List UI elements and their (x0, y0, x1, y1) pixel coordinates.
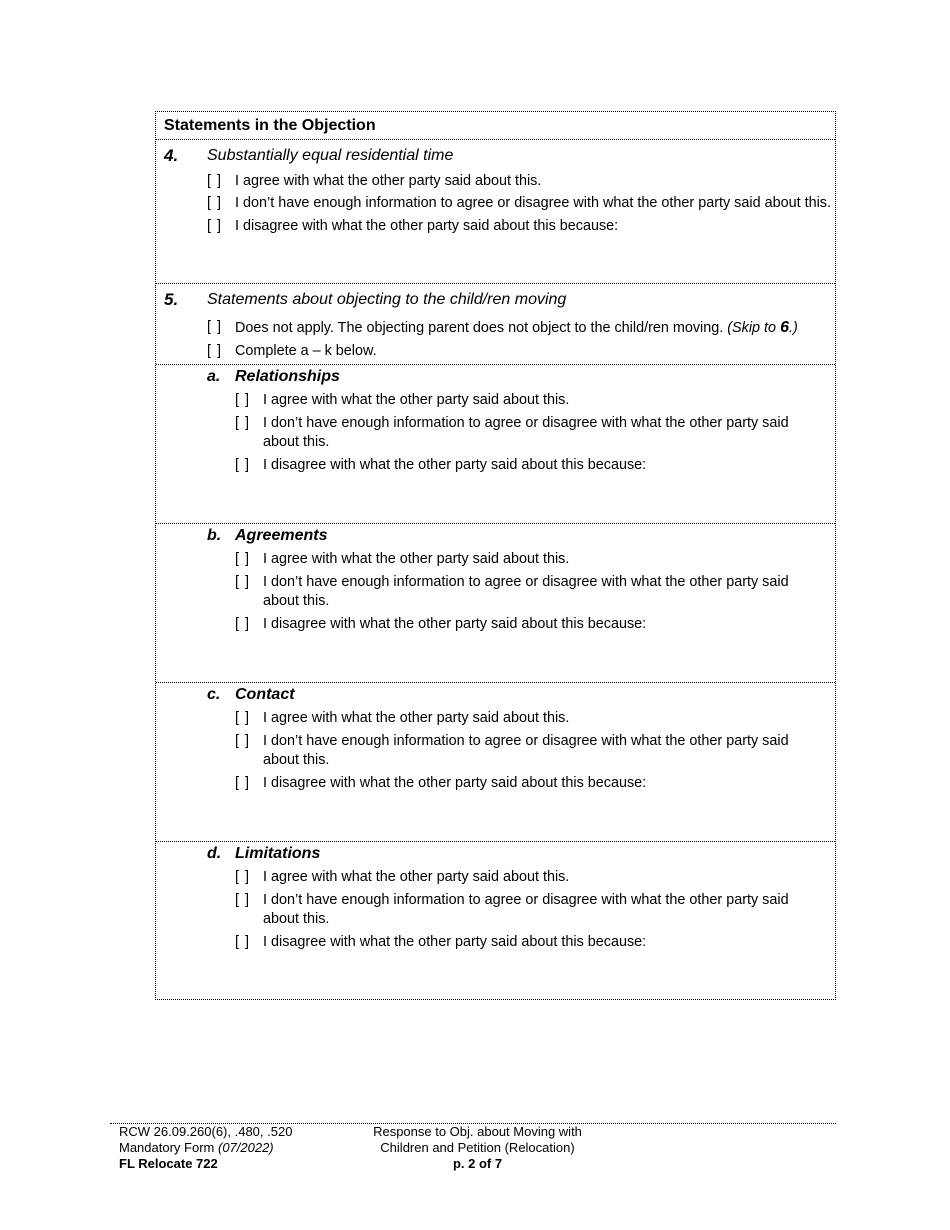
option-label: Complete a – k below. (235, 343, 377, 359)
checkbox[interactable]: [ ] (235, 710, 250, 726)
checkbox[interactable]: [ ] (207, 195, 222, 211)
subsection-letter: c. (207, 686, 221, 703)
footer-page-number: p. 2 of 7 (452, 1156, 503, 1171)
option-label: I agree with what the other party said about this. (235, 173, 542, 189)
section-4 (156, 139, 835, 284)
footer-center (355, 1124, 600, 1172)
form-header (156, 112, 835, 139)
option-label: I disagree with what the other party said about this because: (263, 457, 647, 473)
option-label: I agree with what the other party said about this. (263, 710, 570, 726)
option-label: Does not apply. The objecting parent does not object to the child/ren moving. (Skip to 6.) (235, 319, 798, 336)
subsection-title: Agreements (235, 527, 328, 544)
checkbox[interactable]: [ ] (235, 934, 250, 950)
checkbox[interactable]: [ ] (235, 616, 250, 632)
checkbox[interactable]: [ ] (207, 319, 222, 335)
footer-rcw: RCW 26.09.260(6), .480, .520 (119, 1124, 293, 1139)
checkbox[interactable]: [ ] (235, 869, 250, 885)
option-label: I agree with what the other party said about this. (263, 869, 570, 885)
option-label: I disagree with what the other party said about this because: (263, 616, 647, 632)
checkbox[interactable]: [ ] (207, 173, 222, 189)
checkbox[interactable]: [ ] (235, 574, 250, 590)
subsection-b-agreements (156, 523, 835, 683)
subsection-title: Contact (235, 686, 295, 703)
objection-statements-form (155, 111, 836, 1000)
subsection-letter: a. (207, 368, 221, 385)
footer-form-title-line1: Response to Obj. about Moving with (373, 1124, 582, 1139)
footer-form-title-line2: Children and Petition (Relocation) (380, 1140, 575, 1155)
skip-instruction: (Skip to 6.) (727, 319, 798, 336)
option-label: I don’t have enough information to agree or disagree with what the other party said about this. (263, 733, 789, 768)
subsection-c-contact (156, 682, 835, 842)
option-label: I don’t have enough information to agree or disagree with what the other party said about this. (263, 892, 789, 927)
footer-left (119, 1124, 292, 1172)
checkbox[interactable]: [ ] (235, 733, 250, 749)
subsection-letter: d. (207, 845, 222, 862)
section-4-title: Substantially equal residential time (207, 147, 454, 164)
checkbox[interactable]: [ ] (235, 892, 250, 908)
form-header-title: Statements in the Objection (164, 117, 376, 134)
checkbox[interactable]: [ ] (235, 457, 250, 473)
footer-mandatory: Mandatory Form (07/2022) (119, 1140, 274, 1155)
footer-form-id: FL Relocate 722 (119, 1156, 218, 1171)
option-label: I don’t have enough information to agree or disagree with what the other party said about this. (263, 574, 789, 609)
option-label: I don’t have enough information to agree or disagree with what the other party said about this. (235, 195, 831, 211)
checkbox[interactable]: [ ] (235, 392, 250, 408)
option-label: I disagree with what the other party said about this because: (263, 934, 647, 950)
section-5-number: 5. (164, 290, 179, 309)
subsection-letter: b. (207, 527, 222, 544)
section-4-number: 4. (164, 146, 179, 165)
subsection-a-relationships (156, 364, 835, 524)
subsection-title: Relationships (235, 368, 340, 385)
checkbox[interactable]: [ ] (207, 218, 222, 234)
checkbox[interactable]: [ ] (235, 551, 250, 567)
section-5 (156, 283, 835, 365)
option-label: I agree with what the other party said about this. (263, 551, 570, 567)
option-label: I disagree with what the other party said about this because: (263, 775, 647, 791)
checkbox[interactable]: [ ] (235, 415, 250, 431)
section-5-title: Statements about objecting to the child/ren moving (207, 291, 567, 308)
option-label: I agree with what the other party said about this. (263, 392, 570, 408)
subsection-title: Limitations (235, 845, 321, 862)
option-label: I don’t have enough information to agree or disagree with what the other party said about this. (263, 415, 789, 450)
subsection-d-limitations (156, 841, 835, 1001)
checkbox[interactable]: [ ] (235, 775, 250, 791)
checkbox[interactable]: [ ] (207, 343, 222, 359)
option-label: I disagree with what the other party said about this because: (235, 218, 619, 234)
